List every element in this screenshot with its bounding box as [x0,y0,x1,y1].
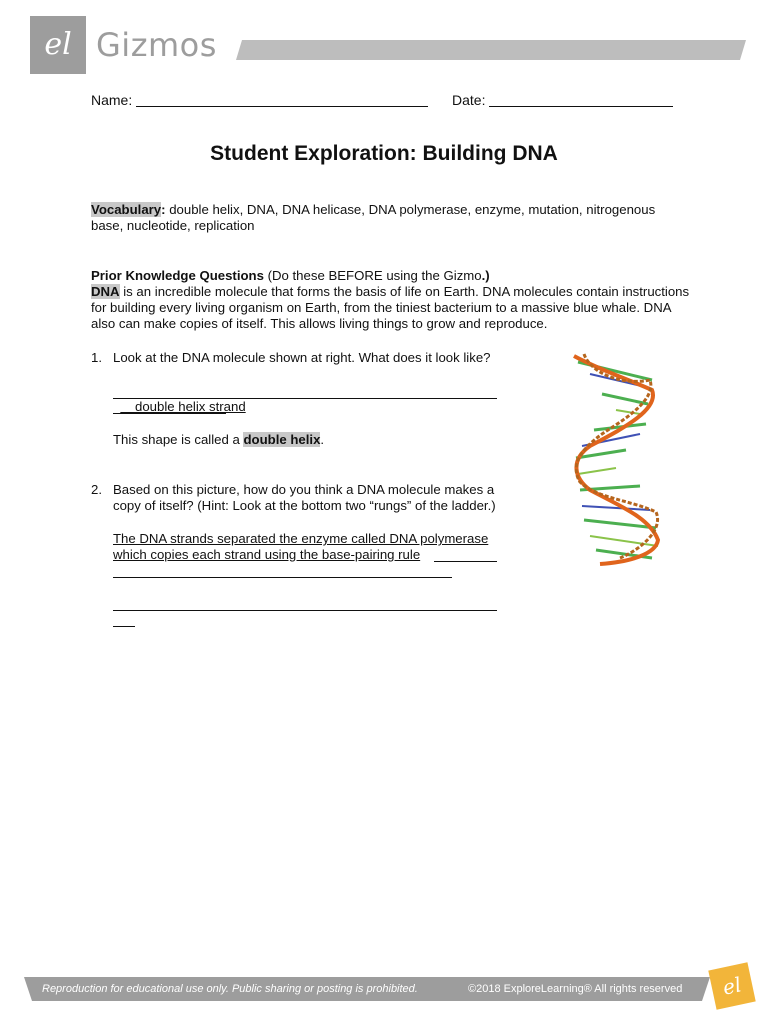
vocabulary-colon: : [161,202,166,217]
vocabulary [91,202,691,234]
gizmos-logo [30,16,86,74]
prior-knowledge-heading: Prior Knowledge Questions [91,268,264,283]
answer-line [113,398,497,399]
question-2-answer-line2[interactable]: which copies each strand using the base-pairing rule [113,547,421,562]
answer-line [113,626,135,627]
prior-knowledge-intro: is an incredible molecule that forms the basis of life on Earth. DNA molecules contain instructions for building every living organism on Earth, from the tiniest bacterium to a massive blue whale. DNA also can make copies of itself. This allows living things to grow and reproduce. [91,284,690,331]
footer-copyright: ©2018 ExploreLearning® All rights reserved [468,983,683,995]
followup-term: double helix [243,432,321,447]
logo-glyph: el [44,27,72,62]
dna-double-helix-image [560,350,670,570]
dna-strand-1 [574,356,658,564]
vocabulary-terms: double helix, DNA, DNA helicase, DNA polymerase, enzyme, mutation, nitrogenous base, nucleotide, replication [91,202,656,233]
prior-knowledge-end: .) [481,268,490,283]
dna-rungs [576,362,658,558]
question-2-text: Based on this picture, how do you think a DNA molecule makes a copy of itself? (Hint: Look at the bottom two “rungs” of the ladder.) [113,482,496,513]
question-1-answer[interactable] [113,383,497,415]
answer-line [434,561,497,562]
question-1-number: 1. [91,350,102,365]
question-2-number: 2. [91,482,102,497]
date-field[interactable] [452,92,673,108]
answer-line [113,610,497,611]
question-1-followup [113,432,513,448]
footer-disclaimer: Reproduction for educational use only. Public sharing or posting is prohibited. [42,983,418,995]
question-2-answer-line1[interactable]: The DNA strands separated the enzyme called DNA polymerase [113,531,489,546]
date-blank[interactable] [489,92,673,107]
dna-word: DNA [91,284,120,299]
followup-prefix: This shape is called a [113,432,244,447]
answer-line [113,413,226,414]
brand-name: Gizmos [96,26,217,64]
answer-line [113,577,452,578]
footer-logo-glyph: el [720,972,744,1000]
name-blank[interactable] [136,92,428,107]
question-1-answer-text: double helix strand [120,399,246,414]
date-label: Date: [452,92,486,108]
explorelearning-logo [708,962,755,1009]
name-field[interactable] [91,92,428,108]
prior-knowledge [91,268,691,332]
question-1-text: Look at the DNA molecule shown at right. What does it look like? [113,350,491,365]
name-label: Name: [91,92,133,108]
vocabulary-label: Vocabulary [91,202,162,217]
page-title: Student Exploration: Building DNA [210,142,558,165]
followup-suffix: . [320,432,325,447]
header-bar [236,40,746,60]
prior-knowledge-note: (Do these BEFORE using the Gizmo [263,268,482,283]
